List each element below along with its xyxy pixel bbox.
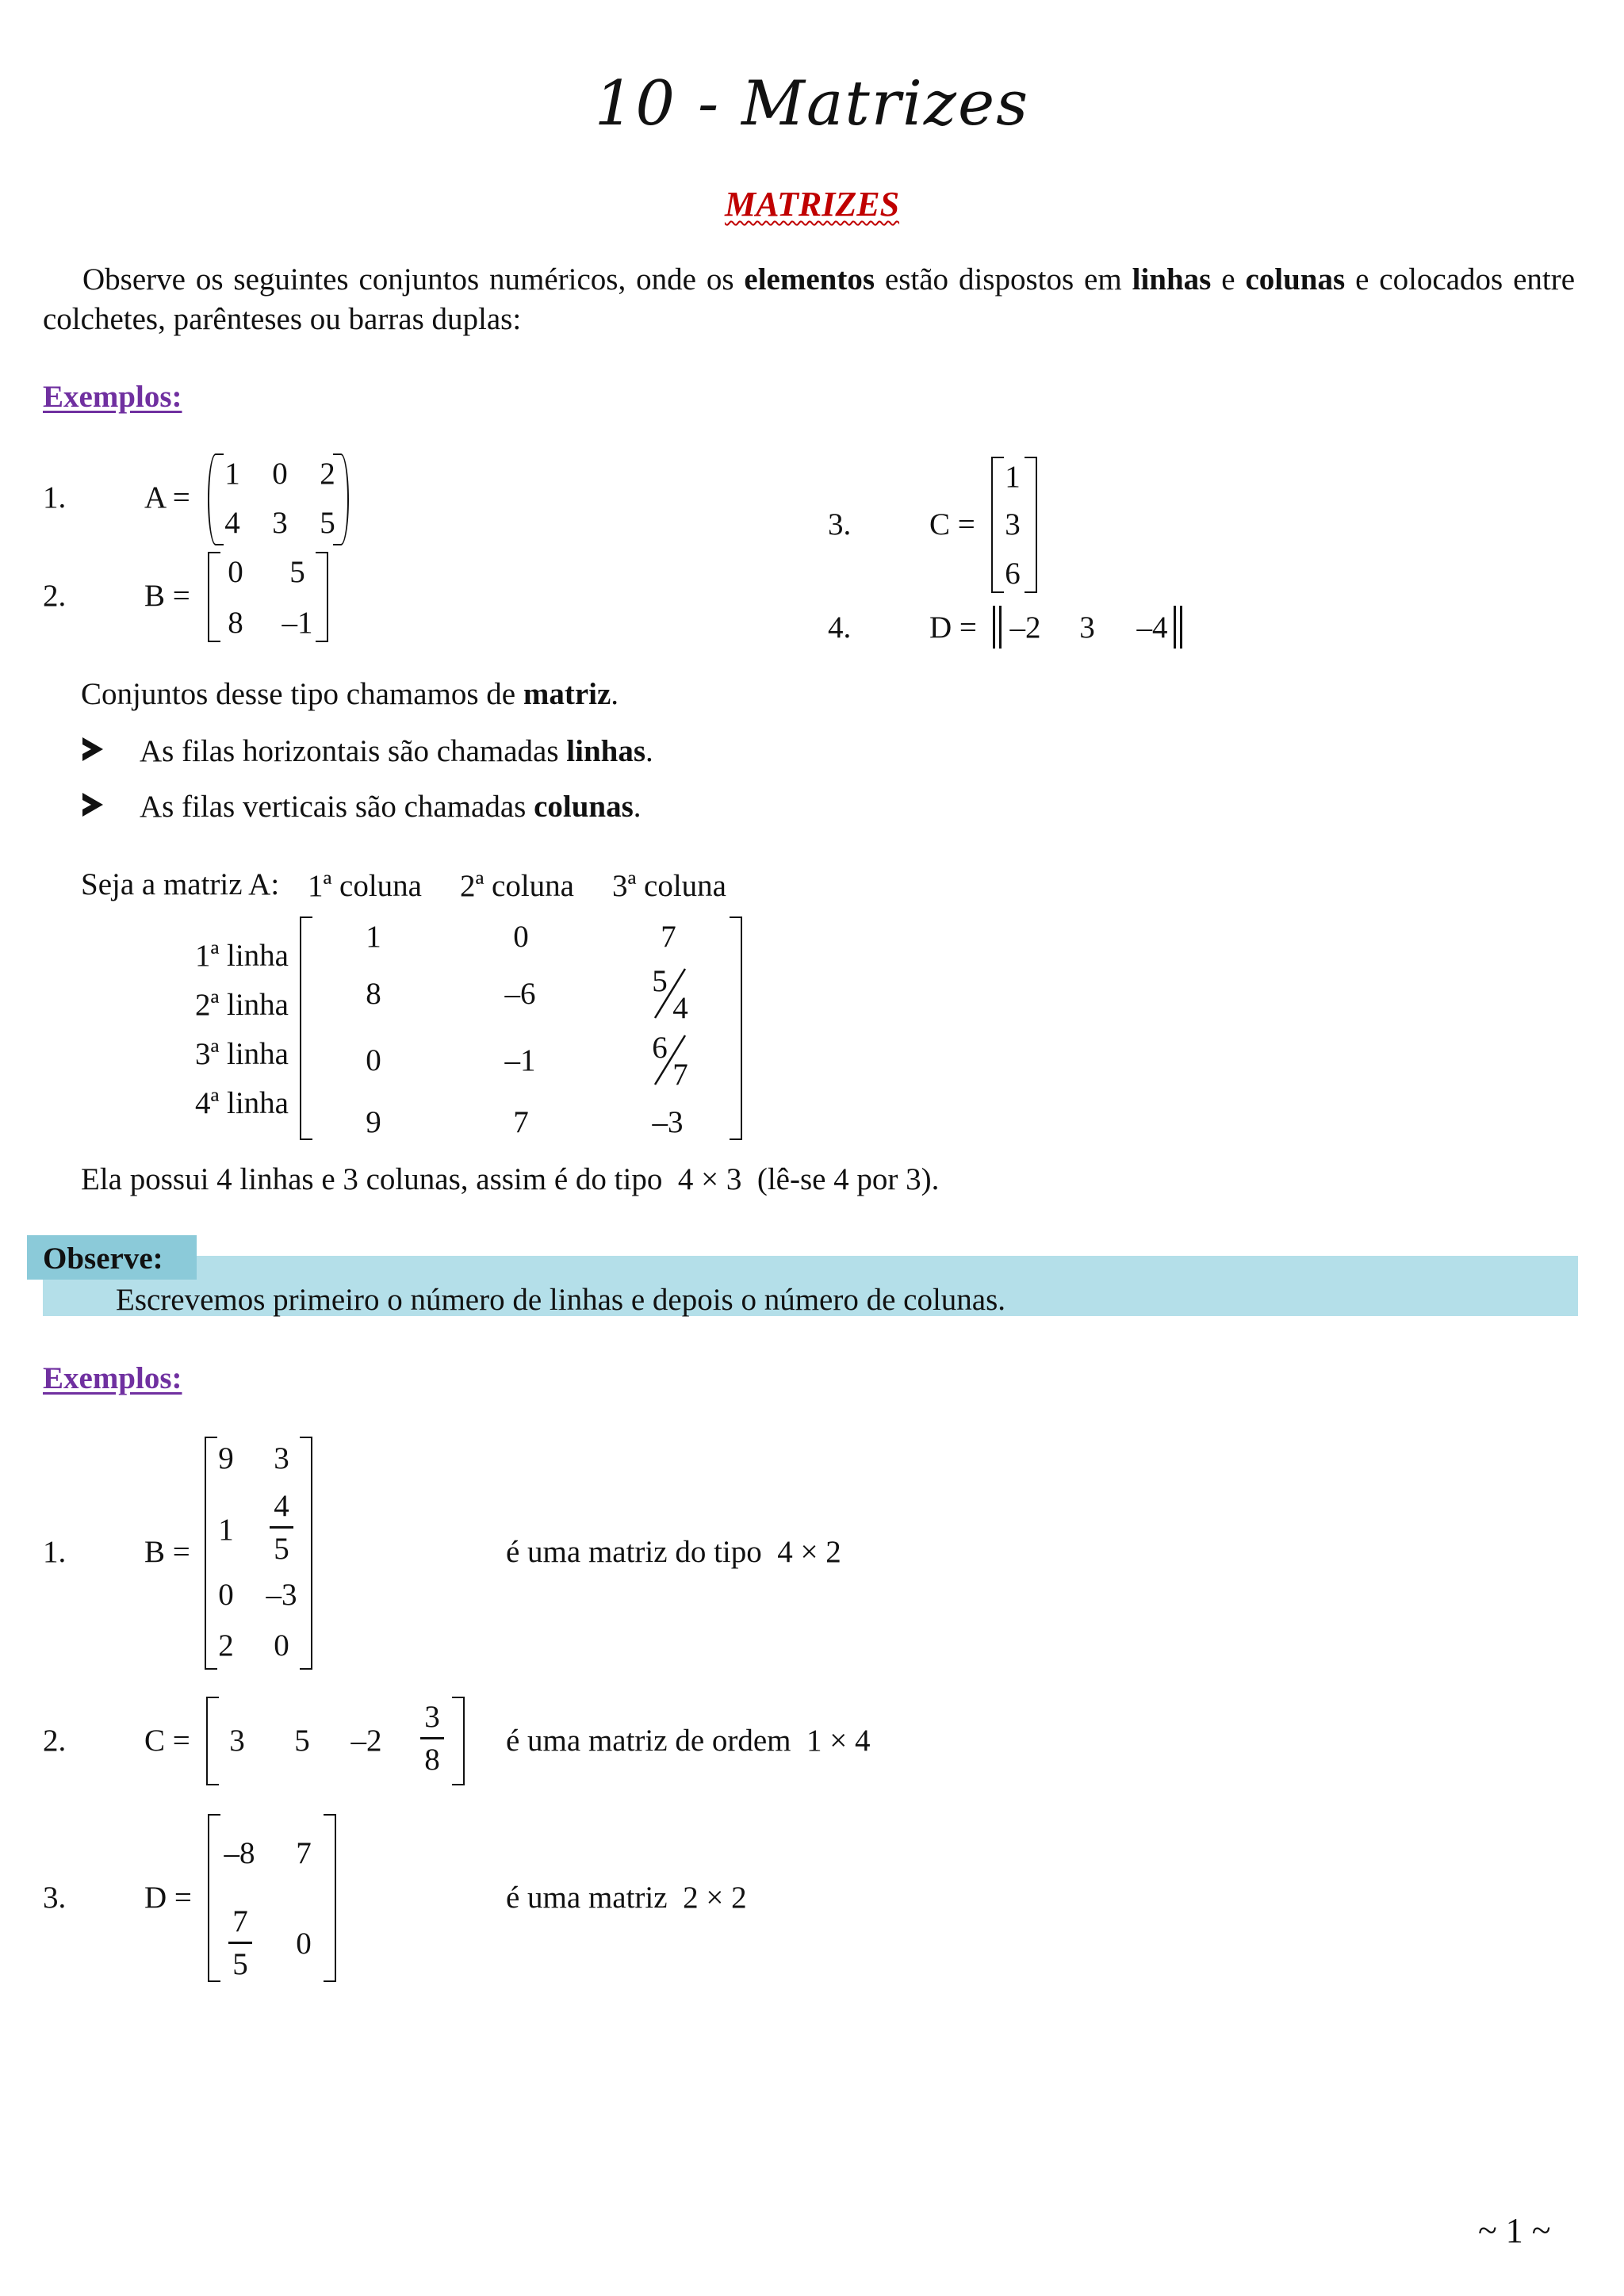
type-sentence-type: 4 × 3: [677, 1162, 742, 1196]
fraction: [228, 1906, 252, 1980]
example-description: [506, 1536, 841, 1567]
column-header: 3ª coluna: [612, 869, 726, 903]
fraction: [420, 1701, 444, 1775]
intro-text-1: Observe os seguintes conjuntos numéricos, onde os: [82, 262, 734, 297]
examples-label: Exemplos:: [43, 1361, 182, 1395]
fraction-numerator: 5: [652, 964, 668, 998]
intro-bold-linhas: linhas: [1132, 262, 1212, 297]
matrix-cell: –3: [652, 1105, 684, 1139]
matrix-cell: 0: [296, 1927, 312, 1961]
matrix-cell: 1: [224, 457, 240, 491]
intro-paragraph: [43, 260, 1575, 339]
matrix-label: D =: [929, 610, 977, 645]
fraction-numerator: 4: [274, 1489, 289, 1523]
matrix-cell: –1: [504, 1043, 536, 1077]
bullet-end: .: [645, 734, 653, 768]
example-number: 3.: [43, 1881, 67, 1915]
matrix-cell: –8: [224, 1836, 255, 1870]
definition-end: .: [611, 677, 619, 711]
double-bar-left: [993, 606, 995, 649]
fraction-denominator: 4: [672, 991, 688, 1025]
right-bracket: [324, 1814, 336, 1982]
matrix-cell: –2: [1009, 610, 1041, 645]
type-sentence-text: Ela possui 4 linhas e 3 colunas, assim é do tipo: [81, 1162, 663, 1196]
fraction-denominator: 5: [274, 1531, 289, 1566]
right-bracket: [316, 552, 328, 642]
intro-bold-elementos: elementos: [744, 262, 875, 297]
matrix-cell: 7: [513, 1105, 529, 1139]
matrix-intro: Seja a matriz A:: [81, 867, 280, 901]
example-number: 3.: [828, 507, 852, 541]
type-sentence-end: (lê-se 4 por 3).: [756, 1162, 940, 1196]
bullet-end: .: [633, 790, 642, 824]
matrix-cell: 9: [366, 1105, 381, 1139]
type-sentence: [81, 1164, 939, 1195]
column-header: 2ª coluna: [460, 869, 574, 903]
matrix-label: A =: [144, 480, 190, 515]
bullet-text: As filas horizontais são chamadas: [140, 734, 559, 768]
matrix-cell: –4: [1136, 610, 1168, 645]
example-description: [506, 1725, 871, 1756]
fraction-numerator: 3: [424, 1700, 440, 1734]
intro-text-4: e colocados entre colchetes, parênteses ou barras duplas:: [43, 262, 1576, 336]
row-header: 4ª linha: [195, 1086, 289, 1120]
fraction-denominator: 5: [232, 1946, 248, 1981]
matrix-cell: 2: [320, 457, 335, 491]
matrix-cell: –1: [282, 606, 313, 640]
intro-bold-colunas: colunas: [1245, 262, 1346, 297]
example-number: 1.: [43, 480, 67, 515]
matrix-label: D =: [144, 1881, 192, 1915]
matrix-cell: 5: [320, 506, 335, 540]
arrow-bullet-icon: [82, 737, 103, 761]
observe-label: Observe:: [43, 1242, 163, 1276]
matrix-cell: 0: [218, 1578, 234, 1612]
bullet-bold: colunas: [534, 790, 634, 824]
matrix-cell: 3: [1079, 610, 1095, 645]
example-number: 1.: [43, 1535, 67, 1569]
fraction-numerator: 7: [232, 1904, 248, 1938]
matrix-cell: 3: [272, 506, 288, 540]
double-bar-left: [999, 606, 1002, 649]
bullet-bold: linhas: [566, 734, 646, 768]
matrix-cell: 0: [366, 1043, 381, 1077]
description-type: 4 × 2: [777, 1535, 841, 1569]
matrix-cell: 8: [228, 606, 243, 640]
matrix-cell: 6: [1005, 557, 1021, 591]
example-description: [506, 1882, 747, 1913]
left-bracket: [206, 1697, 219, 1785]
bullet-item: [140, 791, 642, 822]
section-title: MATRIZES: [724, 185, 900, 224]
matrix-cell: 0: [272, 457, 288, 491]
matrix-cell: 0: [513, 920, 529, 954]
intro-text-3: e: [1221, 262, 1235, 297]
description-text: é uma matriz do tipo: [506, 1535, 762, 1569]
matrix-label: C =: [929, 507, 975, 541]
matrix-cell: 7: [296, 1836, 312, 1870]
matrix-cell: 0: [228, 555, 243, 589]
right-bracket: [300, 1437, 312, 1670]
matrix-cell: 7: [661, 920, 676, 954]
bullet-item: [140, 736, 653, 767]
definition-bold: matriz: [523, 677, 611, 711]
matrix-cell: –3: [266, 1578, 297, 1612]
example-number: 2.: [43, 579, 67, 613]
fraction-denominator: 7: [672, 1058, 688, 1092]
fraction-bar: [420, 1737, 444, 1739]
column-header: 1ª coluna: [308, 869, 422, 903]
double-bar-right: [1180, 606, 1182, 649]
slash-fraction: [647, 966, 695, 1024]
matrix-cell: 3: [229, 1724, 245, 1758]
example-number: 2.: [43, 1724, 67, 1758]
example-number: 4.: [828, 610, 852, 645]
matrix-cell: 3: [1005, 507, 1021, 541]
left-bracket: [208, 552, 220, 642]
right-bracket: [730, 916, 742, 1140]
matrix-cell: 2: [218, 1628, 234, 1663]
fraction: [270, 1490, 293, 1564]
matrix-cell: 1: [218, 1513, 234, 1547]
matrix-label: B =: [144, 579, 190, 613]
matrix-label: C =: [144, 1724, 190, 1758]
matrix-label: B =: [144, 1535, 190, 1569]
arrow-bullet-icon: [82, 793, 103, 817]
row-header: 3ª linha: [195, 1037, 289, 1071]
page-title: 10 - Matrizes: [594, 68, 1030, 140]
description-text: é uma matriz: [506, 1881, 668, 1915]
description-type: 2 × 2: [683, 1881, 747, 1915]
right-bracket: [452, 1697, 465, 1785]
page-number: ~ 1 ~: [1478, 2211, 1551, 2250]
bullet-text: As filas verticais são chamadas: [140, 790, 527, 824]
right-bracket: [1025, 457, 1037, 593]
double-bar-right: [1174, 606, 1176, 649]
fraction-bar: [228, 1942, 252, 1944]
fraction-numerator: 6: [652, 1031, 668, 1065]
fraction-denominator: 8: [424, 1742, 440, 1777]
row-header: 1ª linha: [195, 939, 289, 973]
definition: [81, 679, 619, 710]
observe-text: Escrevemos primeiro o número de linhas e depois o número de colunas.: [116, 1283, 1006, 1317]
matrix-cell: –6: [504, 977, 536, 1011]
matrix-cell: 9: [218, 1441, 234, 1475]
row-header: 2ª linha: [195, 988, 289, 1022]
slash-fraction: [647, 1032, 695, 1091]
definition-text: Conjuntos desse tipo chamamos de: [81, 677, 516, 711]
fraction-bar: [270, 1526, 293, 1529]
matrix-cell: 5: [294, 1724, 310, 1758]
matrix-cell: 8: [366, 977, 381, 1011]
intro-text-2: estão dispostos em: [884, 262, 1122, 297]
description-type: 1 × 4: [806, 1724, 871, 1758]
examples-label: Exemplos:: [43, 380, 182, 414]
matrix-cell: 0: [274, 1628, 289, 1663]
matrix-cell: 3: [274, 1441, 289, 1475]
matrix-cell: 4: [224, 506, 240, 540]
matrix-cell: 5: [289, 555, 305, 589]
matrix-cell: –2: [350, 1724, 382, 1758]
left-bracket: [300, 916, 312, 1140]
matrix-cell: 1: [1005, 460, 1021, 494]
description-text: é uma matriz de ordem: [506, 1724, 791, 1758]
matrix-cell: 1: [366, 920, 381, 954]
